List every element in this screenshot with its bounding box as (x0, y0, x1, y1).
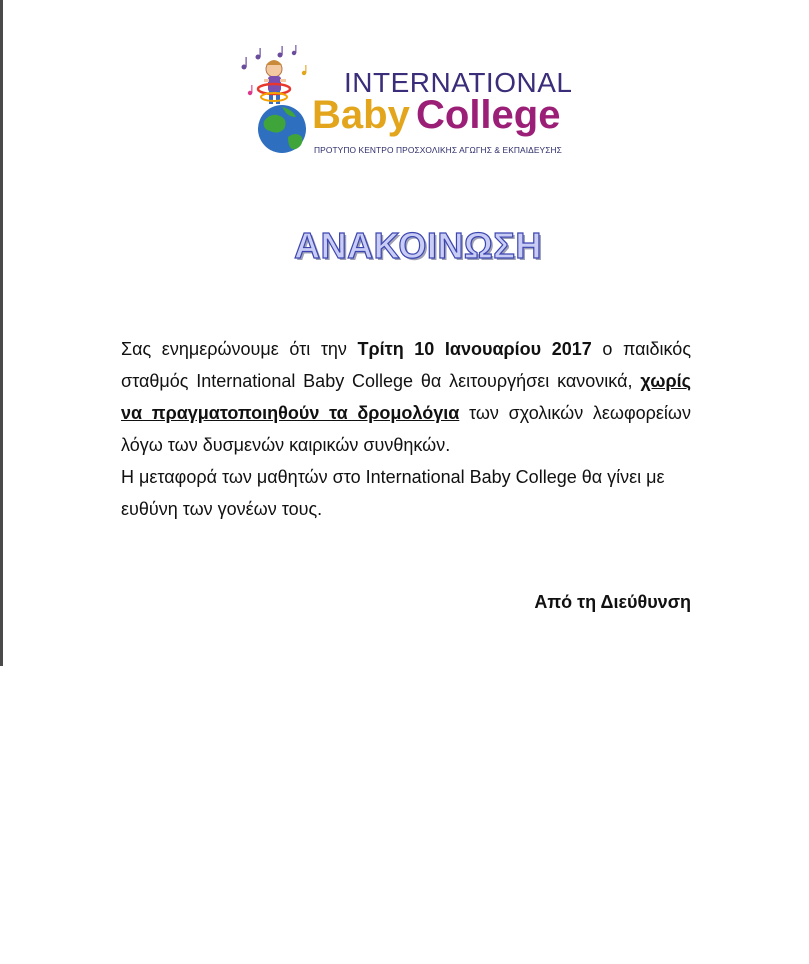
paragraph-1-middle: ο παιδικός σταθμός International Baby College θα λειτουργήσει κανονικά, (121, 339, 691, 391)
logo-word-college: College (416, 93, 561, 137)
paragraph-1-end: των σχολικών λεωφορείων λόγω των δυσμενών καιρικών συνθηκών. (121, 403, 691, 455)
announcement-date: Τρίτη 10 Ιανουαρίου 2017 (357, 339, 592, 359)
signature: Από τη Διεύθυνση (534, 592, 691, 612)
page-left-border (0, 0, 3, 666)
no-bus-routes-notice: χωρίς να πραγματοποιηθούν τα δρομολόγια (121, 371, 691, 423)
mascot-globe-icon (238, 45, 318, 157)
announcement-heading: ΑΝΑΚΟΙΝΩΣΗ (294, 225, 542, 266)
logo-word-international: INTERNATIONAL (344, 67, 573, 98)
paragraph-1-start: Σας ενημερώνουμε ότι την (121, 339, 358, 359)
logo-word-baby: Baby (312, 93, 410, 137)
announcement-body (121, 333, 691, 525)
announcement-paragraph-1 (121, 333, 691, 461)
logo-tagline: ΠΡΟΤΥΠΟ ΚΕΝΤΡΟ ΠΡΟΣΧΟΛΙΚΗΣ ΑΓΩΓΗΣ & ΕΚΠΑΙΔΕΥΣΗΣ (314, 145, 562, 155)
announcement-paragraph-2: Η μεταφορά των μαθητών στο International Baby College θα γίνει με ευθύνη των γονέων τους. (121, 467, 665, 519)
school-logo (238, 45, 573, 160)
